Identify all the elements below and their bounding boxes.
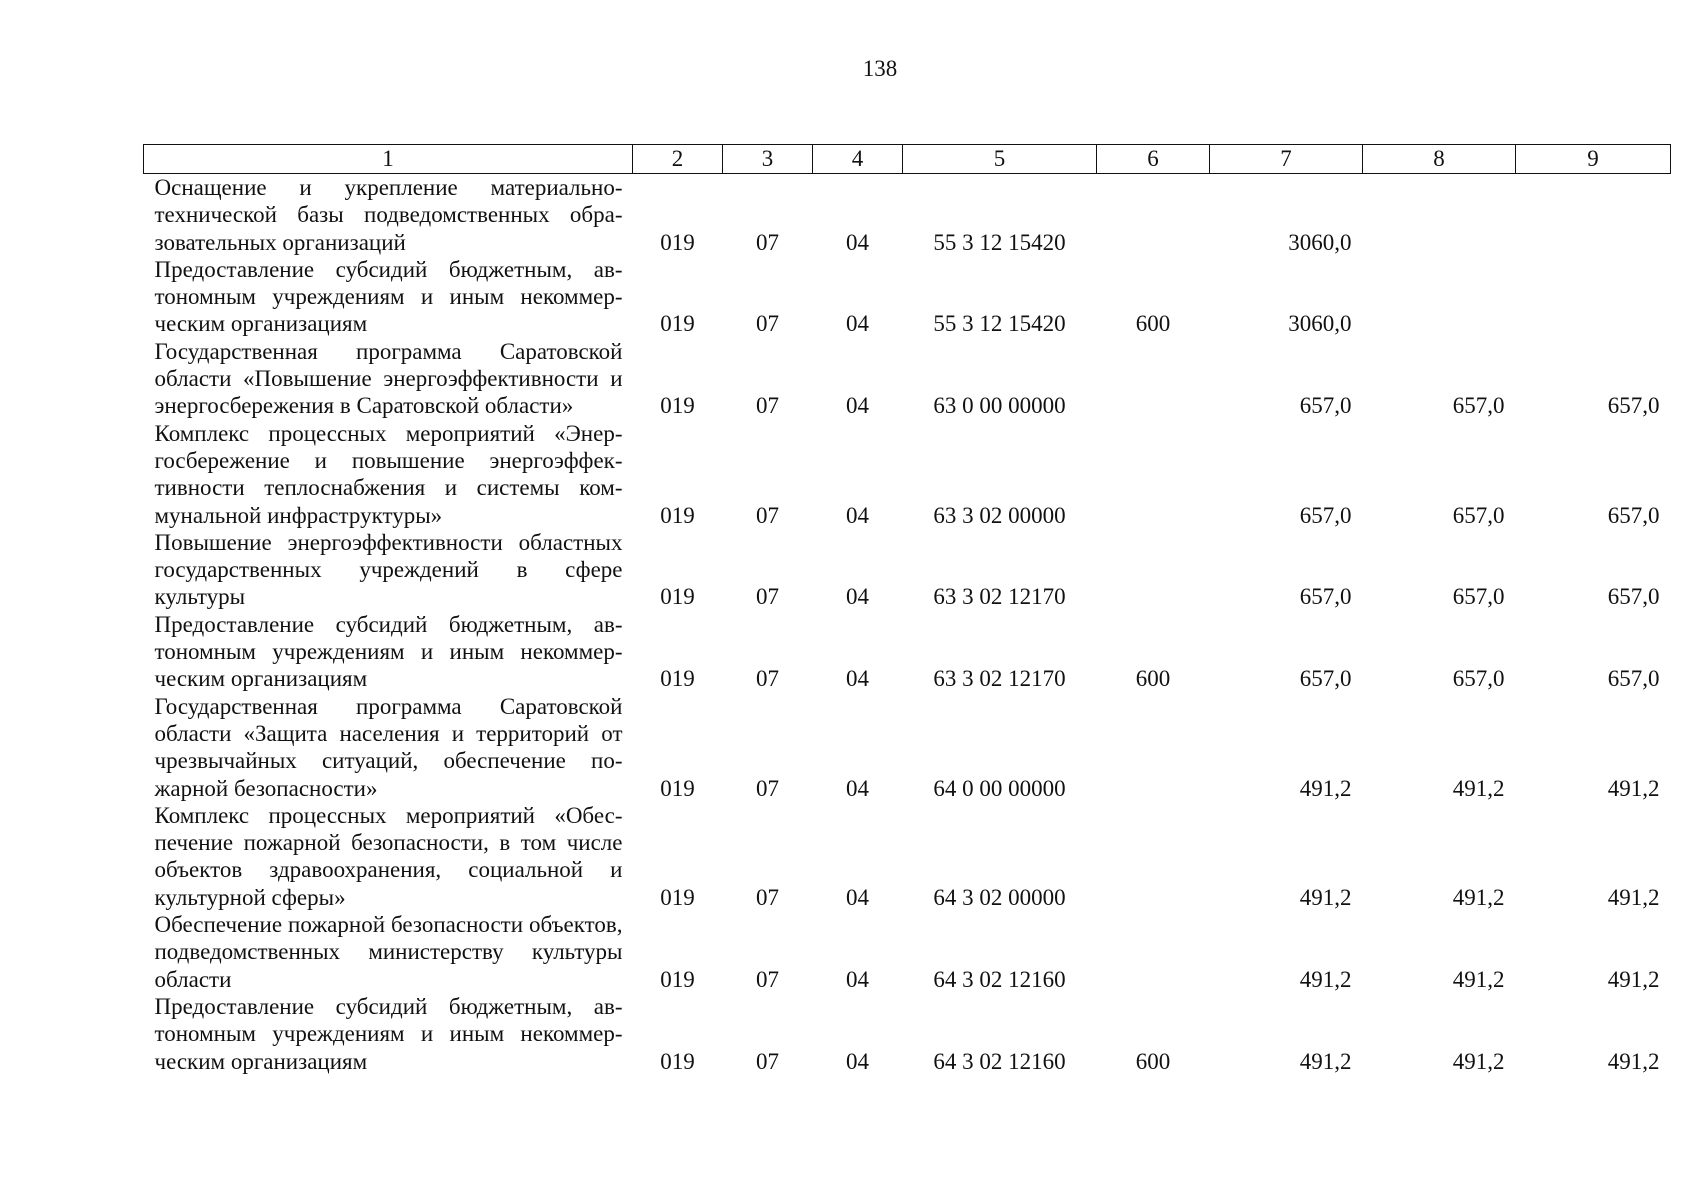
column-header-2: 2 [633,145,723,174]
row-admin-code: 019 [660,1048,695,1074]
row-subsection: 04 [846,584,869,610]
row-name: Государственная программа Саратовской области «Защита населения и территорий от чрезвычайных ситуаций, обеспечение пожарной безопасности» [154,693,623,801]
row-target-article: 55 3 12 15420 [933,229,1066,255]
row-amount-8: 657,0 [1452,666,1505,692]
row-admin-code: 019 [660,393,695,419]
row-amount-9: 491,2 [1607,966,1660,992]
column-header-4: 4 [813,145,903,174]
row-subsection: 04 [846,502,869,528]
row-subsection: 04 [846,666,869,692]
row-name: Государственная программа Саратовской области «Повышение энергоэффективности и энергосбережения в Саратовской области» [154,338,623,419]
row-admin-code: 019 [660,502,695,528]
row-amount-7: 657,0 [1299,502,1352,528]
row-amount-9: 657,0 [1607,666,1660,692]
row-name: Повышение энергоэффективности облаcтных государственных учреждений в сфере культуры [154,529,623,610]
table-row [144,993,1671,1075]
row-amount-9: 657,0 [1607,502,1660,528]
row-admin-code: 019 [660,666,695,692]
column-header-8: 8 [1363,145,1516,174]
row-subsection: 04 [846,775,869,801]
row-amount-9: 491,2 [1607,775,1660,801]
row-expense-type [1097,802,1210,911]
row-amount-7: 491,2 [1299,775,1352,801]
table-row [144,174,1671,256]
row-amount-8: 491,2 [1452,1048,1505,1074]
column-header-9: 9 [1516,145,1671,174]
row-expense-type: 600 [1135,1048,1171,1074]
row-section: 07 [756,229,779,255]
row-subsection: 04 [846,311,869,337]
row-amount-8: 491,2 [1452,884,1505,910]
row-section: 07 [756,584,779,610]
row-expense-type [1097,911,1210,993]
column-header-3: 3 [723,145,813,174]
row-name: Обеспечение пожарной безопасности объектов, подведомственных министерству культуры области [154,912,623,992]
row-amount-9 [1516,174,1671,256]
budget-table [143,144,1671,1075]
row-amount-8 [1363,174,1516,256]
row-expense-type [1097,529,1210,611]
table-row [144,802,1671,911]
row-amount-8: 657,0 [1452,393,1505,419]
row-target-article: 63 3 02 00000 [933,502,1066,528]
row-target-article: 55 3 12 15420 [933,311,1066,337]
row-amount-8: 491,2 [1452,966,1505,992]
row-subsection: 04 [846,1048,869,1074]
row-name: Предоставление субсидий бюджетным, автономным учреждениям и иным некоммерческим организациям [154,993,623,1074]
row-amount-9 [1516,256,1671,338]
table-row [144,911,1671,993]
table-body [144,174,1671,1075]
row-amount-7: 491,2 [1299,884,1352,910]
row-target-article: 63 3 02 12170 [933,666,1066,692]
row-expense-type [1097,420,1210,529]
row-target-article: 64 3 02 00000 [933,884,1066,910]
table-row [144,338,1671,420]
row-amount-7: 491,2 [1299,1048,1352,1074]
row-section: 07 [756,393,779,419]
row-admin-code: 019 [660,229,695,255]
row-name: Комплекс процессных мероприятий «Энергосбережение и повышение энергоэффективности теплоснабжения и системы коммунальной инфраструктуры» [154,420,623,528]
table-row [144,256,1671,338]
row-expense-type: 600 [1135,311,1171,337]
row-target-article: 63 0 00 00000 [933,393,1066,419]
column-header-7: 7 [1210,145,1363,174]
row-section: 07 [756,966,779,992]
row-target-article: 64 3 02 12160 [933,966,1066,992]
row-subsection: 04 [846,966,869,992]
row-section: 07 [756,666,779,692]
row-target-article: 63 3 02 12170 [933,584,1066,610]
table-row [144,529,1671,611]
row-section: 07 [756,1048,779,1074]
header-row [144,145,1671,174]
row-name: Предоставление субсидий бюджетным, автономным учреждениям и иным некоммерческим организациям [154,256,623,337]
row-section: 07 [756,884,779,910]
row-name: Комплекс процессных мероприятий «Обеспечение пожарной безопасности, в том числе объектов здравоохранения, социальной и культурной сферы» [154,802,623,910]
table-row [144,693,1671,802]
row-amount-9: 657,0 [1607,584,1660,610]
row-target-article: 64 0 00 00000 [933,775,1066,801]
row-section: 07 [756,311,779,337]
row-amount-8 [1363,256,1516,338]
column-header-6: 6 [1097,145,1210,174]
row-amount-8: 491,2 [1452,775,1505,801]
row-target-article: 64 3 02 12160 [933,1048,1066,1074]
row-name: Предоставление субсидий бюджетным, автономным учреждениям и иным некоммерческим организациям [154,611,623,692]
row-expense-type [1097,338,1210,420]
row-expense-type [1097,174,1210,256]
row-subsection: 04 [846,884,869,910]
row-admin-code: 019 [660,311,695,337]
column-header-1: 1 [144,145,633,174]
table-row [144,420,1671,529]
page-number: 138 [862,56,898,81]
row-admin-code: 019 [660,966,695,992]
row-section: 07 [756,502,779,528]
table-row [144,611,1671,693]
row-amount-8: 657,0 [1452,584,1505,610]
row-amount-8: 657,0 [1452,502,1505,528]
row-amount-7: 657,0 [1299,393,1352,419]
row-admin-code: 019 [660,584,695,610]
row-expense-type: 600 [1135,666,1171,692]
row-subsection: 04 [846,229,869,255]
row-amount-7: 3060,0 [1288,229,1352,255]
row-amount-9: 491,2 [1607,884,1660,910]
row-amount-7: 491,2 [1299,966,1352,992]
table-header [144,145,1671,174]
row-amount-7: 3060,0 [1288,311,1352,337]
row-expense-type [1097,693,1210,802]
row-amount-9: 657,0 [1607,393,1660,419]
row-name: Оснащение и укрепление материально-технической базы подведомственных образовательных организаций [154,175,623,255]
row-section: 07 [756,775,779,801]
column-header-5: 5 [903,145,1097,174]
row-amount-9: 491,2 [1607,1048,1660,1074]
row-admin-code: 019 [660,775,695,801]
row-amount-7: 657,0 [1299,666,1352,692]
row-admin-code: 019 [660,884,695,910]
row-subsection: 04 [846,393,869,419]
row-amount-7: 657,0 [1299,584,1352,610]
